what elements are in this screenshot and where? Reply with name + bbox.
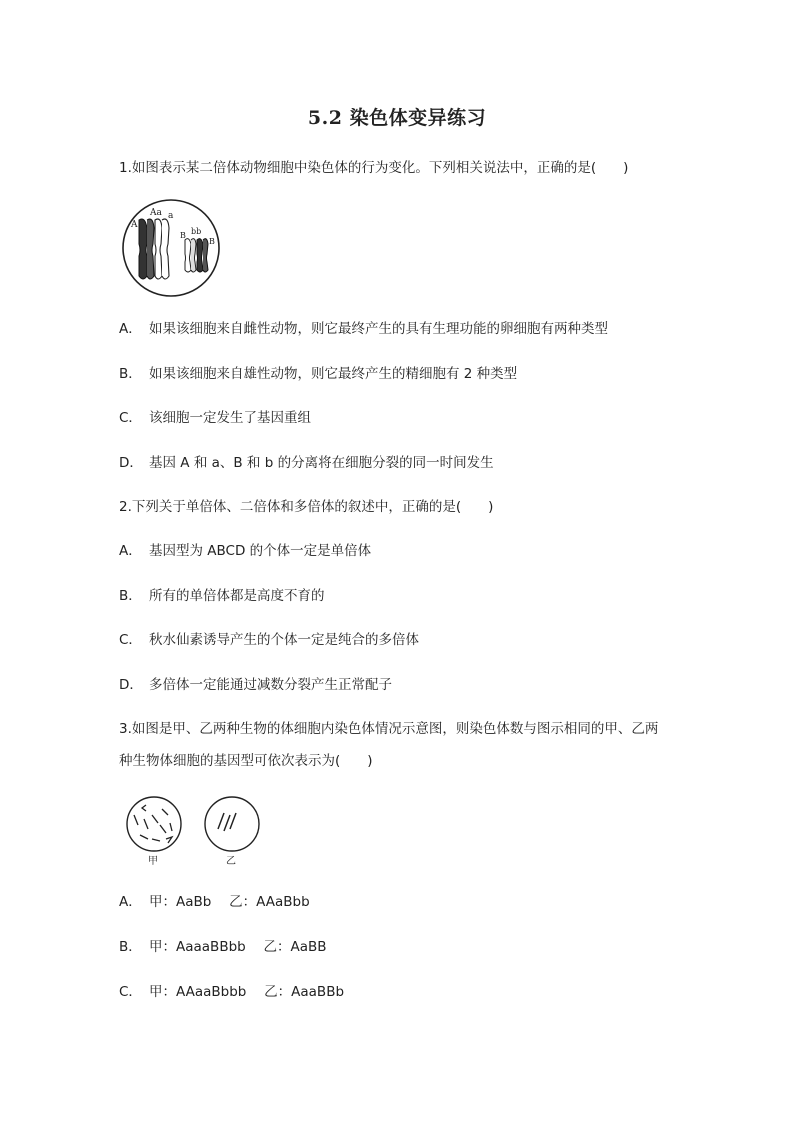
chromosome-B-light-arm [191,239,196,272]
chromosome-a-light [155,219,162,279]
question-1-stem: 1.如图表示某二倍体动物细胞中染色体的行为变化。下列相关说法中，正确的是( ) [119,160,629,176]
gene-label-Aa: Aa [150,208,162,218]
option-text: 甲：AaaaBBbb 乙：AaBB [149,939,327,955]
option-text: 如果该细胞来自雄性动物，则它最终产生的精细胞有 2 种类型 [149,366,518,382]
chromosome-b-dark-arm [203,239,208,272]
question-3-cells-figure [124,795,264,867]
question-3-stem-line-1: 3.如图是甲、乙两种生物的体细胞内染色体情况示意图，则染色体数与图示相同的甲、乙两 [119,721,659,737]
option-text: 基因型为 ABCD 的个体一定是单倍体 [149,543,372,559]
option-label: B． [119,939,142,955]
option-label: B． [119,588,142,604]
chromosome-b-dark [197,239,203,272]
option-text: 该细胞一定发生了基因重组 [149,410,311,426]
question-1-option-c[interactable] [119,408,311,428]
option-text: 如果该细胞来自雌性动物，则它最终产生的具有生理功能的卵细胞有两种类型 [149,321,608,337]
option-text: 基因 A 和 a、B 和 b 的分离将在细胞分裂的同一时间发生 [149,455,494,471]
cell-yi-chromosomes [218,813,236,831]
question-3-option-b[interactable] [119,937,327,957]
question-3-stem-line-2: 种生物体细胞的基因型可依次表示为( ) [119,753,373,769]
question-1-option-a[interactable] [119,319,608,339]
chromosome-A-dark [139,219,147,279]
gene-label-B: B [180,231,186,240]
cell-label-jia: 甲 [148,856,158,867]
option-text: 甲：AaBb 乙：AAaBbb [149,894,310,910]
option-text: 甲：AAaaBbbb 乙：AaaBBb [149,984,345,1000]
question-3-option-a[interactable] [119,892,310,912]
chromosome-a-light-arm [162,219,169,279]
option-text: 多倍体一定能通过减数分裂产生正常配子 [149,677,392,693]
question-3-option-c[interactable] [119,982,344,1002]
question-2-option-a[interactable] [119,541,371,561]
gene-label-bb: bb [191,227,202,236]
question-1-cell-figure [121,198,223,298]
option-label: C． [119,984,142,1000]
option-label: B． [119,366,142,382]
option-label: C． [119,632,142,648]
option-label: D． [119,677,143,693]
page-title: 5.2 染色体变异练习 [307,107,487,129]
question-2-option-d[interactable] [119,675,392,695]
question-2-option-c[interactable] [119,630,419,650]
chromosome-B-light [185,239,191,272]
gene-label-B-right: B [209,237,215,246]
cell-jia-chromosomes [134,805,172,843]
question-1-option-b[interactable] [119,364,517,384]
option-label: D． [119,455,143,471]
cell-label-yi: 乙 [226,856,236,867]
option-label: A． [119,543,142,559]
cell-jia-membrane [127,797,181,851]
gene-label-A: A [131,220,138,230]
question-2-option-b[interactable] [119,586,325,606]
option-label: A． [119,321,142,337]
option-text: 所有的单倍体都是高度不育的 [149,588,325,604]
gene-label-a: a [168,211,174,221]
option-label: C． [119,410,142,426]
question-2-stem: 2.下列关于单倍体、二倍体和多倍体的叙述中，正确的是( ) [119,499,494,515]
option-label: A． [119,894,142,910]
question-1-option-d[interactable] [119,453,494,473]
chromosome-A-dark-arm [147,219,154,279]
option-text: 秋水仙素诱导产生的个体一定是纯合的多倍体 [149,632,419,648]
